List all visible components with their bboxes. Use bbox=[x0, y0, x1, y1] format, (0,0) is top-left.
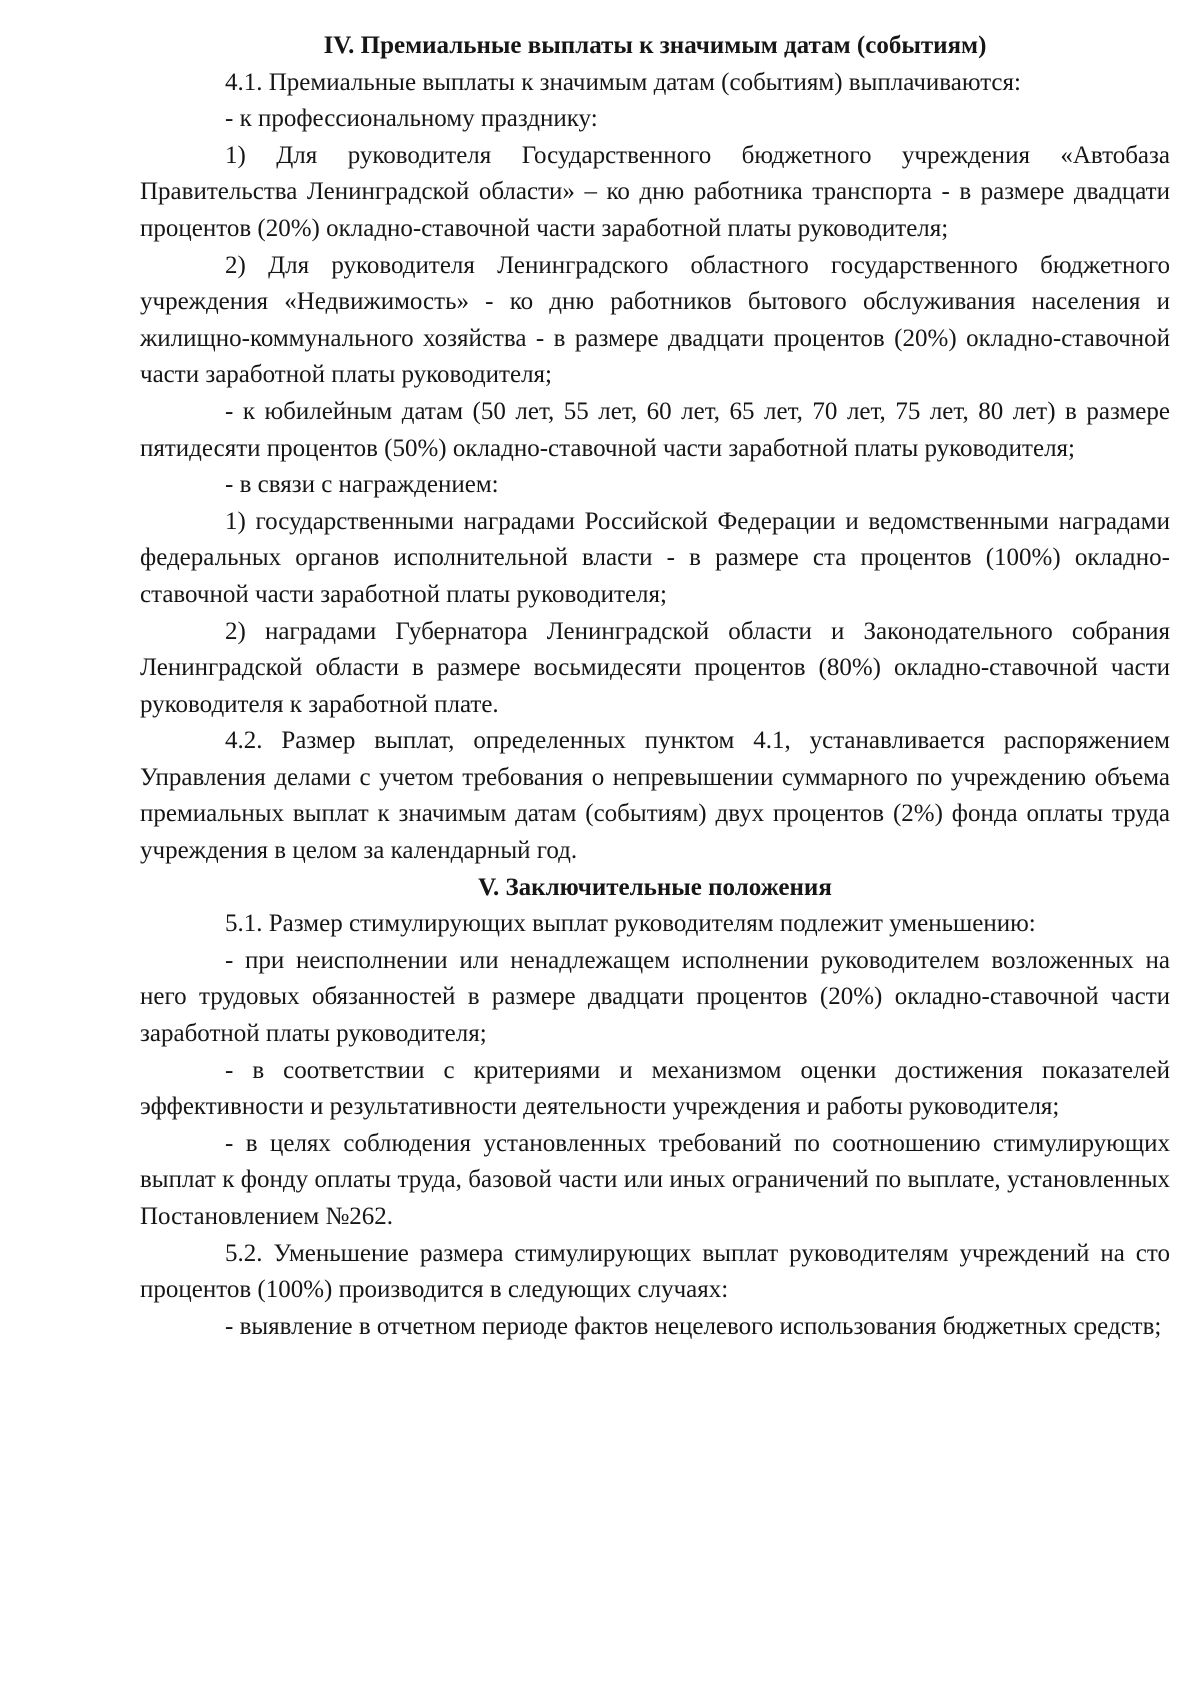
paragraph-5-1: 5.1. Размер стимулирующих выплат руководителям подлежит уменьшению: bbox=[225, 910, 1036, 938]
paragraph-state-awards: 1) государственными наградами Российской Федерации и ведомственными наградами федеральных органов исполнительной власти - в размере ста процентов (100%) окладно-ставочной части заработной платы руководителя; bbox=[140, 507, 1170, 608]
paragraph-professional-holiday: - к профессиональному празднику: bbox=[225, 105, 598, 133]
paragraph-4-1: 4.1. Премиальные выплаты к значимым датам (событиям) выплачиваются: bbox=[225, 68, 1021, 96]
paragraph-autobase: 1) Для руководителя Государственного бюджетного учреждения «Автобаза Правительства Ленинградской области» – ко дню работника транспорта - в размере двадцати процентов (20%) окладно-ставочной части заработной платы руководителя; bbox=[140, 141, 1170, 242]
paragraph-criteria: - в соответствии с критериями и механизмом оценки достижения показателей эффективности и результативности деятельности учреждения и работы руководителя; bbox=[140, 1056, 1170, 1121]
paragraph-governor-awards: 2) наградами Губернатора Ленинградской области и Законодательного собрания Ленинградской области в размере восьмидесяти процентов (80%) окладно-ставочной части руководителя к заработной плате. bbox=[140, 617, 1170, 718]
paragraph-4-2: 4.2. Размер выплат, определенных пунктом 4.1, устанавливается распоряжением Управления делами с учетом требования о непревышении суммарного по учреждению объема премиальных выплат к значимым датам (событиям) двух процентов (2%) фонда оплаты труда учреждения в целом за календарный год. bbox=[140, 727, 1170, 865]
paragraph-limits: - в целях соблюдения установленных требований по соотношению стимулирующих выплат к фонду оплаты труда, базовой части или иных ограничений по выплате, установленных Постановлением №262. bbox=[140, 1129, 1170, 1230]
paragraph-5-2: 5.2. Уменьшение размера стимулирующих выплат руководителям учреждений на сто процентов (100%) производится в следующих случаях: bbox=[140, 1239, 1170, 1304]
section-4-heading: IV. Премиальные выплаты к значимым датам (событиям) bbox=[323, 32, 987, 59]
paragraph-nonperformance: - при неисполнении или ненадлежащем исполнении руководителем возложенных на него трудовых обязанностей в размере двадцати процентов (20%) окладно-ставочной части заработной платы руководителя; bbox=[140, 946, 1170, 1048]
paragraph-awards-intro: - в связи с награждением: bbox=[225, 471, 499, 499]
paragraph-nedvizhimost: 2) Для руководителя Ленинградского областного государственного бюджетного учреждения «Недвижимость» - ко дню работников бытового обслуживания населения и жилищно-коммунального хозяйства - в размере двадцати процентов (20%) окладно-ставочной части заработной платы руководителя; bbox=[140, 251, 1170, 389]
document-page bbox=[140, 28, 1170, 1345]
paragraph-misuse: - выявление в отчетном периоде фактов нецелевого использования бюджетных средств; bbox=[225, 1312, 1162, 1340]
section-5-heading: V. Заключительные положения bbox=[478, 873, 832, 901]
paragraph-anniversary: - к юбилейным датам (50 лет, 55 лет, 60 лет, 65 лет, 70 лет, 75 лет, 80 лет) в размере пятидесяти процентов (50%) окладно-ставочной части заработной платы руководителя; bbox=[140, 397, 1170, 462]
